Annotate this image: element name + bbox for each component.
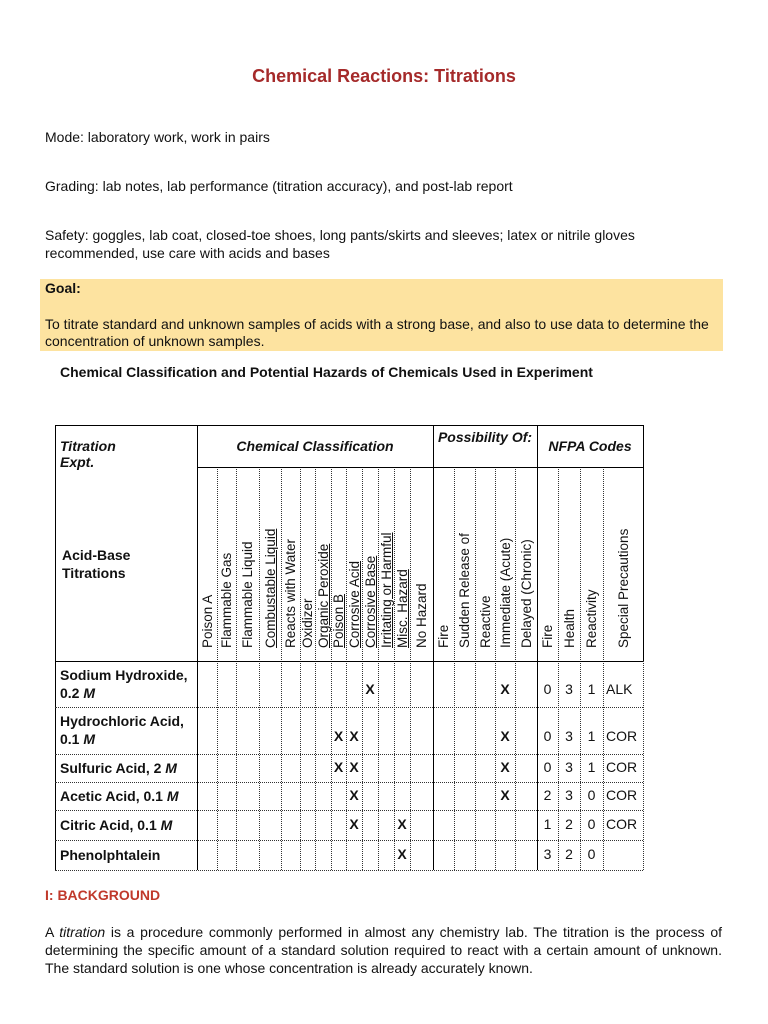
nfpa-health: 3	[565, 759, 573, 775]
grid-line	[197, 425, 198, 870]
header-possibility: Possibility Of:	[437, 429, 533, 445]
concentration-unit: M	[166, 788, 179, 804]
nfpa-special: COR	[606, 787, 638, 803]
grid-line	[55, 840, 643, 841]
grid-line	[643, 661, 644, 870]
group-label: Acid-Base Titrations	[62, 547, 131, 581]
column-header-no-hazard: No Hazard	[414, 583, 429, 648]
grid-line	[55, 425, 643, 426]
page-title: Chemical Reactions: Titrations	[252, 66, 516, 86]
column-header-delayed-chronic: Delayed (Chronic)	[518, 539, 534, 648]
hazard-mark: X	[397, 816, 407, 832]
nfpa-fire: 0	[543, 681, 552, 697]
column-header-reacts-with-water: Reacts with Water	[283, 538, 298, 648]
row-label	[60, 816, 194, 834]
nfpa-special: COR	[606, 816, 638, 832]
column-header-oxidizer: Oxidizer	[300, 598, 315, 648]
grid-line	[55, 782, 643, 783]
chemical-name: Phenolphtalein	[60, 847, 161, 863]
nfpa-health: 3	[565, 727, 573, 744]
chemical-name: Hydrochloric Acid, 0.1	[60, 713, 184, 747]
background-lead: A	[45, 924, 60, 940]
grid-line	[433, 425, 434, 870]
hazard-mark: X	[500, 681, 510, 697]
row-label	[60, 712, 194, 748]
nfpa-health: 2	[565, 846, 573, 862]
nfpa-reactivity: 0	[587, 846, 596, 862]
nfpa-reactivity: 1	[587, 681, 596, 697]
nfpa-reactivity: 0	[587, 816, 596, 832]
nfpa-special: ALK	[606, 681, 633, 697]
hazard-mark: X	[397, 846, 407, 862]
nfpa-fire: 0	[543, 759, 552, 775]
concentration-unit: M	[83, 685, 96, 701]
row-label	[60, 787, 194, 805]
background-text	[45, 923, 722, 977]
hazard-mark: X	[349, 727, 359, 744]
concentration-unit: M	[165, 760, 177, 776]
safety-text: Safety: goggles, lab coat, closed-toe shoes, long pants/skirts and sleeves; latex or nitrile gloves recommended, use care with acids and bases	[45, 227, 635, 261]
chemical-name: Citric Acid, 0.1	[60, 817, 157, 833]
grid-line	[55, 810, 643, 811]
nfpa-special: COR	[606, 727, 638, 744]
column-header-reactivity: Reactivity	[584, 589, 599, 648]
row-label	[60, 759, 194, 777]
goal-text: To titrate standard and unknown samples of acids with a strong base, and also to use data to determine the concentration of unknown samples.	[45, 316, 709, 349]
hazard-mark: X	[500, 759, 510, 775]
nfpa-fire: 0	[543, 727, 552, 744]
table-title: Chemical Classification and Potential Hazards of Chemicals Used in Experiment	[60, 364, 593, 380]
hazard-mark: X	[349, 759, 359, 775]
hazard-mark: X	[500, 787, 510, 803]
nfpa-fire: 2	[543, 787, 552, 803]
grid-line	[55, 754, 643, 755]
column-header-corrosive-base: Corrosive Base	[362, 555, 378, 648]
hazard-mark: X	[365, 681, 375, 697]
nfpa-reactivity: 1	[587, 759, 596, 775]
goal-label: Goal:	[45, 280, 81, 296]
background-heading: I: BACKGROUND	[45, 887, 161, 903]
column-header-special-precautions: Special Precautions	[615, 528, 631, 648]
grid-line	[55, 870, 643, 871]
nfpa-fire: 1	[543, 816, 552, 832]
nfpa-special: COR	[606, 759, 638, 775]
background-body: is a procedure commonly performed in almost any chemistry lab. The titration is the process of determining the specific amount of a standard solution required to react with a certain amount of unknown. The standard solution is one whose concentration is already accurately known.	[45, 924, 722, 976]
column-header-flammable-gas: Flammable Gas	[219, 552, 234, 648]
hazard-mark: X	[500, 727, 510, 744]
column-header-misc-hazard: Misc. Hazard	[394, 569, 410, 648]
column-header-irritating-or-harmful: Irritating or Harmful	[378, 532, 394, 648]
chemical-name: Acetic Acid, 0.1	[60, 788, 163, 804]
header-chemical-classification: Chemical Classification	[236, 438, 394, 454]
hazard-mark: X	[349, 787, 359, 803]
hazard-mark: X	[349, 816, 359, 832]
grid-line	[55, 661, 643, 662]
chemical-name: Sodium Hydroxide, 0.2	[60, 667, 188, 701]
nfpa-reactivity: 0	[587, 787, 596, 803]
nfpa-health: 3	[565, 787, 573, 803]
goal-box	[40, 279, 723, 351]
concentration-unit: M	[83, 731, 96, 747]
grading-text: Grading: lab notes, lab performance (titration accuracy), and post-lab report	[45, 178, 513, 194]
column-header-reactive: Reactive	[477, 595, 493, 648]
column-header-poison-b: Poison B	[331, 593, 346, 648]
nfpa-reactivity: 1	[587, 727, 596, 744]
grid-line	[55, 707, 643, 708]
column-header-combustable-liquid: Combustable Liquid	[262, 528, 278, 648]
column-header-poison-a: Poison A	[199, 594, 215, 648]
row-label	[60, 666, 194, 702]
hazard-mark: X	[333, 727, 344, 744]
column-header-fire: Fire	[436, 624, 451, 648]
column-header-sudden-release-of: Sudden Release of	[457, 533, 472, 648]
header-nfpa-codes: NFPA Codes	[548, 438, 632, 454]
column-header-organic-peroxide: Organic Peroxide	[315, 543, 331, 648]
header-titration-expt: Titration Expt.	[60, 438, 116, 470]
column-header-fire: Fire	[540, 624, 555, 648]
nfpa-health: 3	[565, 681, 573, 697]
grid-line	[197, 467, 643, 468]
nfpa-health: 2	[565, 816, 573, 832]
chemical-name: Sulfuric Acid, 2	[60, 760, 162, 776]
mode-text: Mode: laboratory work, work in pairs	[45, 129, 270, 145]
column-header-health: Health	[561, 608, 577, 648]
row-label	[60, 846, 194, 864]
grid-line	[55, 425, 56, 870]
grid-line	[643, 425, 644, 661]
background-term: titration	[59, 924, 106, 940]
grid-line	[537, 425, 538, 870]
column-header-flammable-liquid: Flammable Liquid	[240, 541, 255, 648]
nfpa-fire: 3	[543, 846, 552, 862]
column-header-immediate-acute: Immediate (Acute)	[497, 537, 513, 648]
concentration-unit: M	[160, 817, 173, 833]
hazard-mark: X	[333, 759, 344, 775]
column-header-corrosive-acid: Corrosive Acid	[346, 560, 362, 648]
